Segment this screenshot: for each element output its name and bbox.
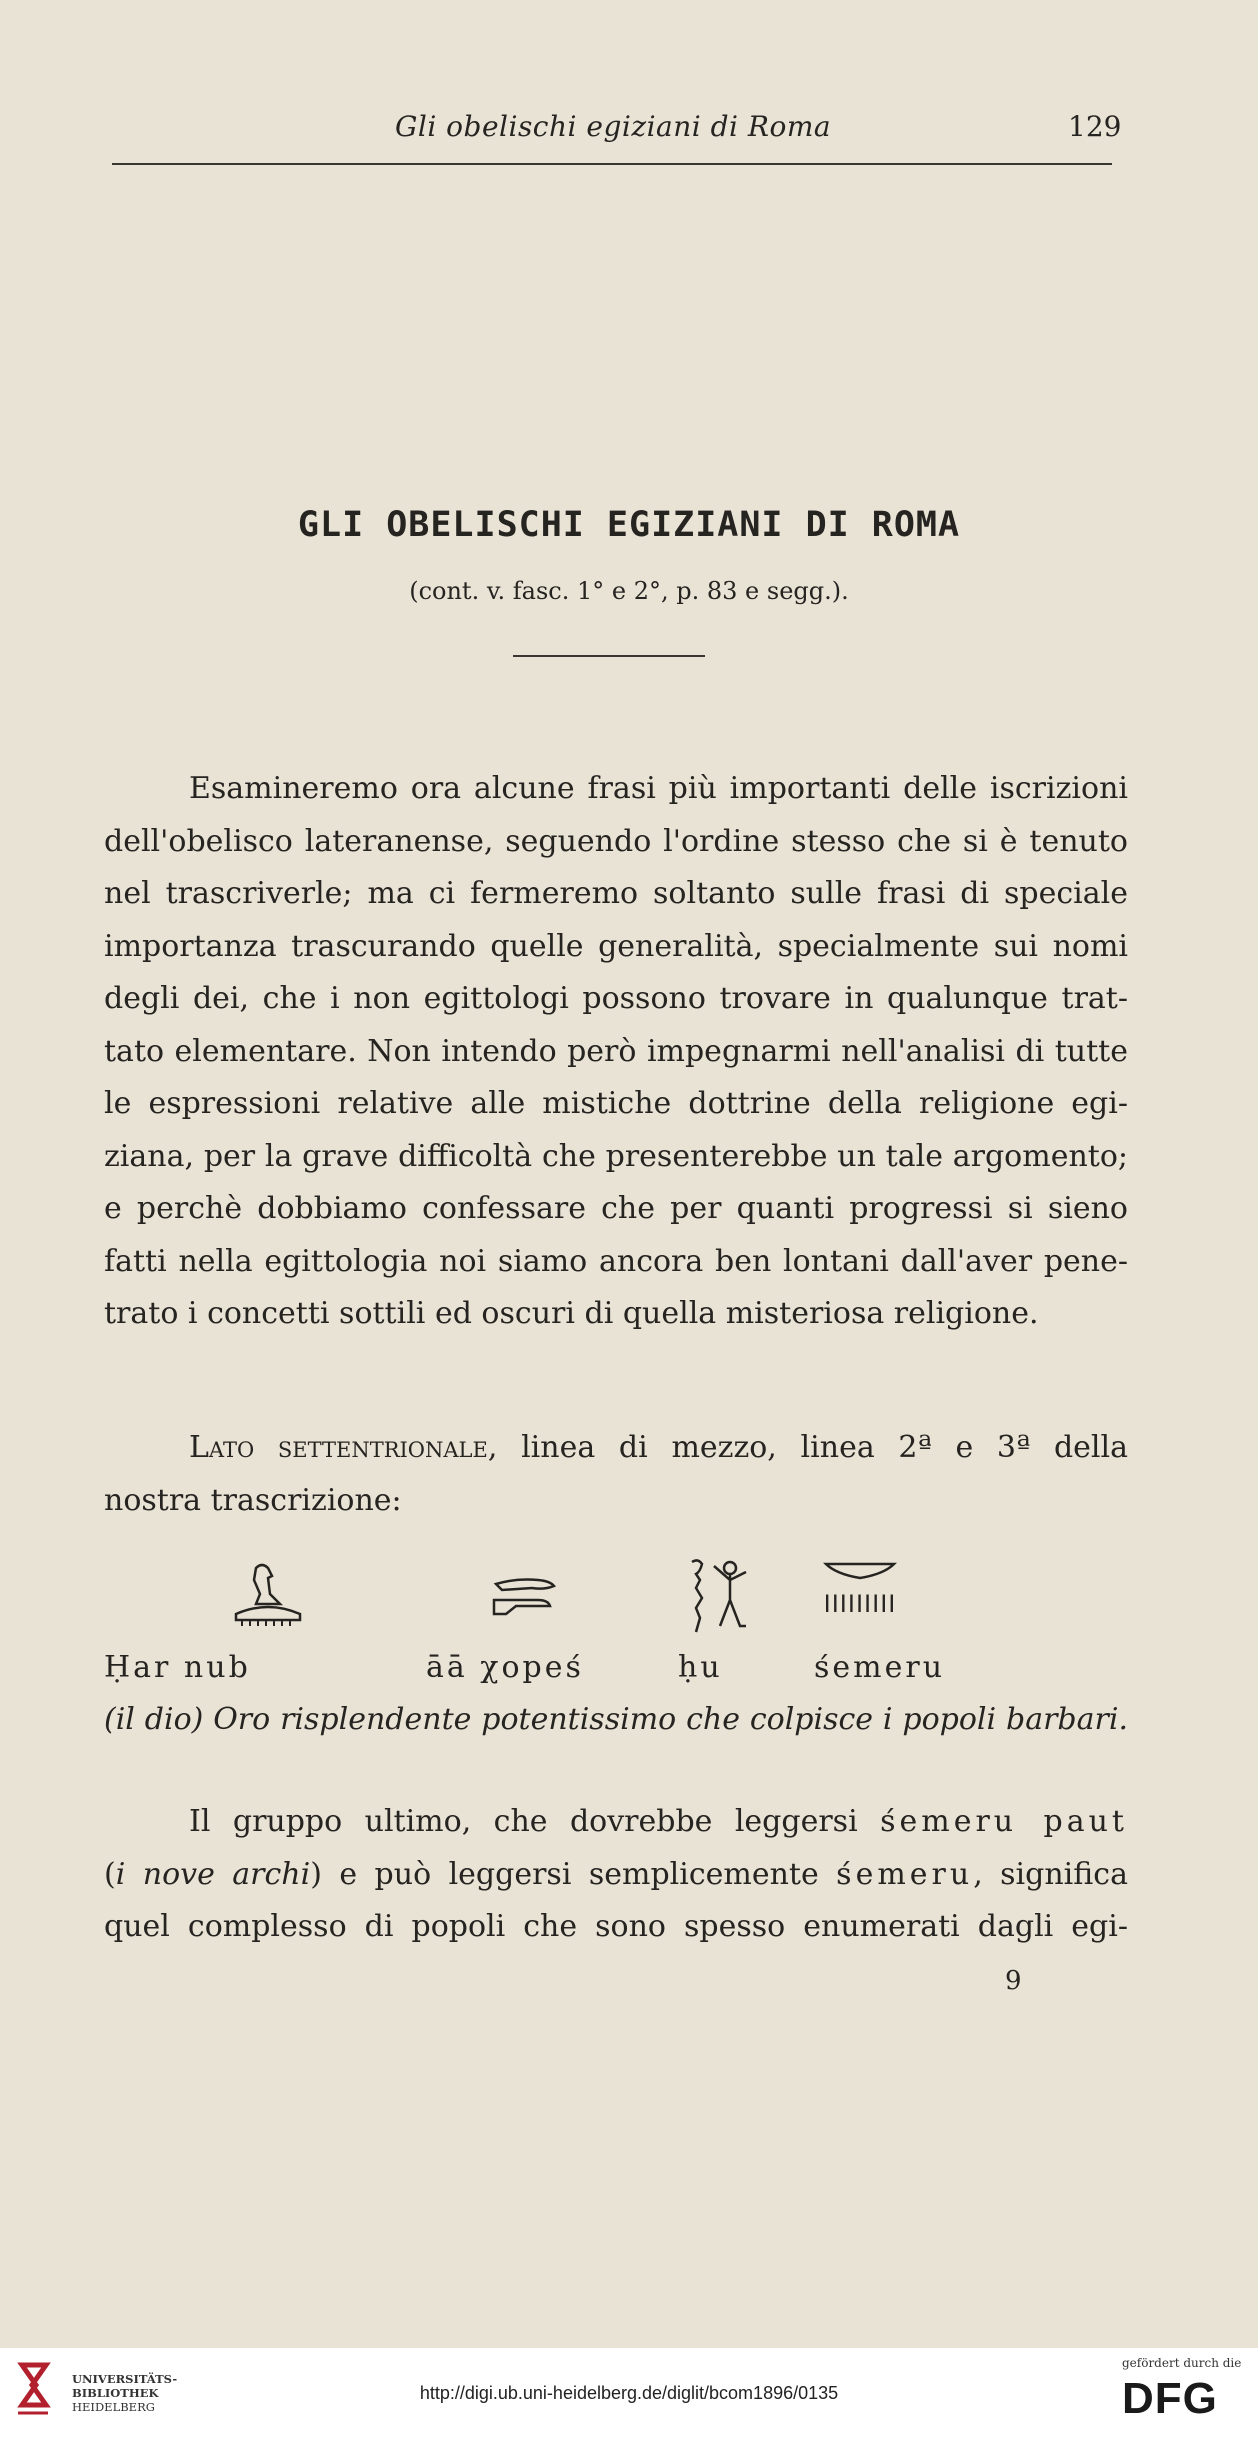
paragraph-line: Esamineremo ora alcune frasi più importanti delle iscrizioni	[189, 771, 1128, 806]
hieroglyph-row	[0, 1550, 1258, 1640]
funded-by-text: gefördert durch die	[1122, 2356, 1242, 2370]
library-name-line: BIBLIOTHEK	[72, 2386, 159, 2400]
signature-mark: 9	[1005, 1966, 1022, 1996]
translit-word: Ḥar nub	[104, 1650, 251, 1685]
transliteration	[104, 1650, 1128, 1690]
paragraph-line: importanza trascurando quelle generalità, specialmente sui nomi	[104, 928, 1128, 964]
article-title: GLI OBELISCHI EGIZIANI DI ROMA	[297, 505, 961, 545]
translation: (il dio) Oro risplendente potentissimo che colpisce i popoli barbari.	[104, 1702, 1128, 1737]
paragraph-line: e perchè dobbiamo confessare che per quanti progressi si sieno	[104, 1191, 1128, 1226]
running-title: Gli obelischi egiziani di Roma	[395, 110, 832, 143]
paragraph-line	[104, 1422, 1128, 1475]
sceptre-and-striking-man-icon	[684, 1556, 754, 1636]
paragraph-text: ) e può leggersi semplicemente	[310, 1856, 819, 1892]
paragraph-line: nel trascriverle; ma ci fermeremo soltanto sulle frasi di speciale	[104, 876, 1128, 911]
nine-strokes: IIIIIIIII	[823, 1590, 897, 1618]
paragraph-line: ziana, per la grave difficoltà che presenterebbe un tale argomento;	[104, 1138, 1128, 1174]
transliterated-term: śemeru	[836, 1856, 974, 1892]
paragraph-line: nostra trascrizione:	[104, 1482, 402, 1518]
section-heading: Lato settentrionale,	[189, 1430, 498, 1465]
arm-with-khopesh-icon	[490, 1572, 560, 1618]
translit-word: śemeru	[814, 1650, 946, 1685]
paragraph-line: degli dei, che i non egittologi possono trovare in qualunque trat-	[104, 981, 1128, 1016]
paragraph-text: , significa	[973, 1856, 1128, 1892]
paragraph-2	[104, 1422, 1128, 1527]
translit-word: āā χopeś	[426, 1650, 584, 1685]
bow-with-nine-strokes	[810, 1558, 910, 1618]
translit-word: ḥu	[678, 1650, 723, 1685]
transliterated-term: śemeru paut	[880, 1804, 1128, 1839]
paragraph-line	[104, 1796, 1128, 1849]
paragraph-line: dell'obelisco lateranense, seguendo l'ordine stesso che si è tenuto	[104, 823, 1128, 859]
paragraph-line: fatti nella egittologia noi siamo ancora ben lontani dall'aver pene-	[104, 1243, 1128, 1279]
paragraph-line: quel complesso di popoli che sono spesso enumerati dagli egi-	[104, 1909, 1128, 1944]
paragraph-text: linea di mezzo, linea 2ª e 3ª della	[497, 1430, 1128, 1465]
dfg-logo: DFG	[1122, 2374, 1218, 2423]
paragraph-text: Il gruppo ultimo, che dovrebbe leggersi	[189, 1804, 858, 1839]
paragraph-text: (	[104, 1856, 116, 1892]
library-name-line: UNIVERSITÄTS-	[72, 2372, 178, 2386]
title-divider	[513, 655, 705, 657]
paragraph-line	[104, 1849, 1128, 1902]
article-subtitle: (cont. v. fasc. 1° e 2°, p. 83 e segg.).	[409, 577, 849, 605]
library-name-line: HEIDELBERG	[72, 2400, 155, 2414]
source-url-link[interactable]: http://digi.ub.uni-heidelberg.de/diglit/bcom1896/0135	[419, 2383, 839, 2403]
paragraph-line: trato i concetti sottili ed oscuri di quella misteriosa religione.	[104, 1296, 1039, 1331]
italic-term: i nove archi	[115, 1856, 311, 1892]
bow-with-nine-strokes-icon	[820, 1558, 900, 1582]
paragraph-1	[104, 763, 1128, 1341]
paragraph-line: le espressioni relative alle mistiche dottrine della religione egi-	[104, 1086, 1128, 1121]
header-rule	[112, 163, 1112, 165]
paragraph-3	[104, 1796, 1128, 1954]
falcon-on-gold-icon	[228, 1560, 308, 1630]
paragraph-line: tato elementare. Non intendo però impegnarmi nell'analisi di tutte	[104, 1033, 1128, 1069]
page-number: 129	[1068, 110, 1122, 143]
